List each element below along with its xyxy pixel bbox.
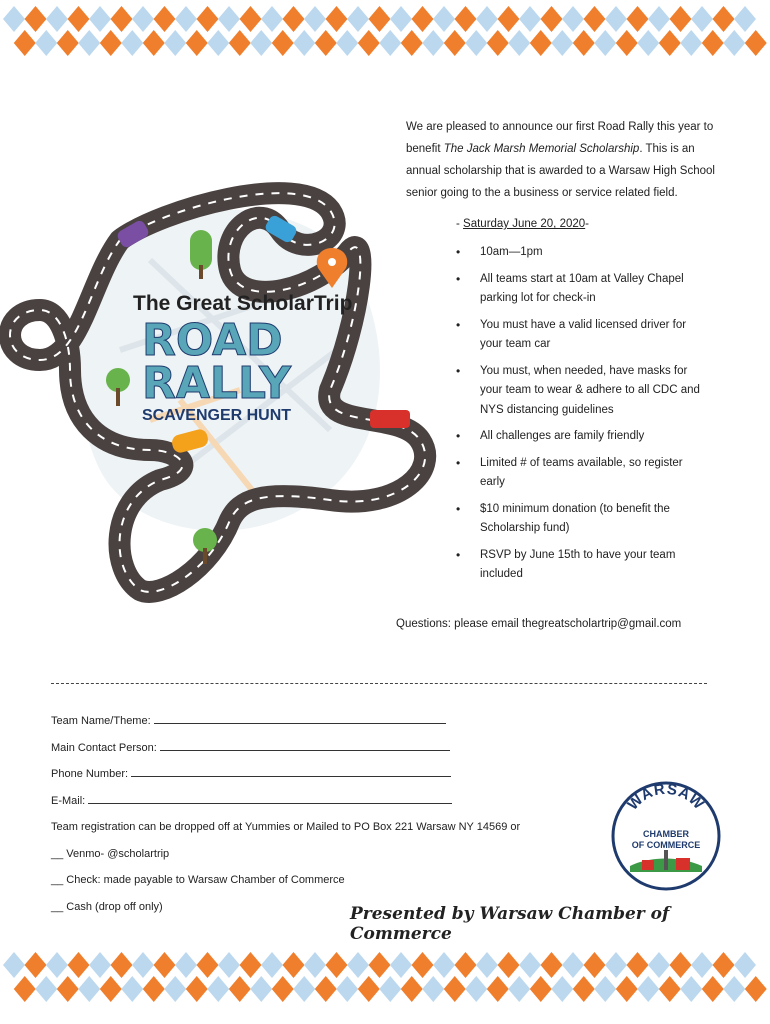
border-diamond [422,30,444,56]
border-diamond [648,952,670,978]
border-diamond [121,976,143,1002]
list-item: • All teams start at 10am at Valley Chapel parking lot for check-in [450,270,700,309]
border-diamond [680,30,702,56]
border-diamond [390,952,412,978]
contact-field[interactable] [51,735,571,762]
rally-road-word: ROAD [142,315,283,366]
border-diamond [186,30,208,56]
border-diamond [444,976,466,1002]
border-diamond [175,6,197,32]
border-diamond [476,952,498,978]
car-icon [370,410,410,428]
border-diamond [25,952,47,978]
border-diamond [304,6,326,32]
border-diamond [46,6,68,32]
border-diamond [519,952,541,978]
border-diamond [390,6,412,32]
rally-rally-word: RALLY [142,358,292,409]
border-diamond [240,6,262,32]
list-item: • Limited # of teams available, so register early [450,454,700,493]
border-diamond [401,30,423,56]
border-diamond [315,30,337,56]
border-diamond [422,976,444,1002]
border-diamond [379,30,401,56]
border-diamond [57,976,79,1002]
border-diamond [455,6,477,32]
list-item: • $10 minimum donation (to benefit the Scholarship fund) [450,500,700,539]
border-diamond [594,976,616,1002]
border-diamond [605,6,627,32]
border-diamond [702,30,724,56]
border-diamond [616,30,638,56]
border-diamond [35,30,57,56]
questions-email: Questions: please email thegreatscholartrip@gmail.com [396,618,682,630]
fill-in-line[interactable] [131,765,451,777]
border-diamond [573,30,595,56]
border-diamond [551,30,573,56]
border-diamond [508,30,530,56]
border-diamond [261,6,283,32]
border-diamond [530,30,552,56]
border-diamond [283,952,305,978]
border-diamond [584,6,606,32]
border-diamond [143,30,165,56]
border-diamond [433,952,455,978]
list-item: • All challenges are family friendly [450,427,700,447]
border-diamond [293,976,315,1002]
phone-field[interactable] [51,761,571,788]
border-diamond [648,6,670,32]
intro-line [406,138,736,160]
border-diamond [164,976,186,1002]
date-text: Saturday June 20, 2020 [463,218,586,230]
border-diamond [229,30,251,56]
event-details-list [450,243,700,592]
border-diamond [584,952,606,978]
border-diamond [218,952,240,978]
border-diamond [369,952,391,978]
border-diamond [444,30,466,56]
border-diamond [111,6,133,32]
list-item: • 10am—1pm [450,243,700,263]
border-diamond [691,952,713,978]
border-diamond [347,952,369,978]
border-diamond [659,976,681,1002]
road-rally-illustration [0,170,450,620]
diamond-border-bottom [0,946,770,1016]
border-diamond [713,952,735,978]
border-diamond [175,952,197,978]
presented-by-footer: Presented by Warsaw Chamber of Commerce [350,904,670,944]
border-diamond [207,976,229,1002]
border-diamond [261,952,283,978]
diamond-border-top [0,0,770,70]
border-diamond [326,952,348,978]
border-diamond [218,6,240,32]
border-diamond [154,6,176,32]
border-diamond [358,30,380,56]
registration-form [51,708,571,920]
border-diamond [627,6,649,32]
border-diamond [465,30,487,56]
border-diamond [476,6,498,32]
border-diamond [530,976,552,1002]
logo-line2: OF COMMERCE [631,840,701,850]
border-diamond [465,976,487,1002]
logo-top-text: WARSAW [624,780,708,814]
intro-text: benefit [406,143,444,155]
border-diamond [3,6,25,32]
border-diamond [14,30,36,56]
border-diamond [57,30,79,56]
logo-line1: CHAMBER [643,829,689,839]
border-diamond [551,976,573,1002]
list-item: • You must have a valid licensed driver for your team car [450,316,700,355]
border-diamond [315,976,337,1002]
border-diamond [78,30,100,56]
border-diamond [562,952,584,978]
border-diamond [723,976,745,1002]
border-diamond [46,952,68,978]
border-diamond [358,976,380,1002]
date-prefix: - [456,218,464,230]
rally-subtitle: SCAVENGER HUNT [142,407,292,424]
border-diamond [487,30,509,56]
border-diamond [336,30,358,56]
team-name-field[interactable] [51,708,571,735]
border-diamond [455,952,477,978]
date-suffix: - [585,218,589,230]
border-diamond [347,6,369,32]
list-item: • You must, when needed, have masks for your team to wear & adhere to all CDC and NYS distancing guidelines [450,362,700,421]
border-diamond [78,976,100,1002]
border-diamond [734,6,756,32]
email-field[interactable] [51,788,571,815]
border-diamond [240,952,262,978]
border-diamond [304,952,326,978]
event-date [456,218,589,230]
border-diamond [272,976,294,1002]
border-diamond [734,952,756,978]
cut-line-divider [51,683,707,684]
border-diamond [508,976,530,1002]
border-diamond [336,976,358,1002]
venmo-option[interactable]: __ Venmo- @scholartrip [51,847,170,860]
border-diamond [616,976,638,1002]
border-diamond [100,30,122,56]
border-diamond [401,976,423,1002]
border-diamond [670,952,692,978]
border-diamond [637,30,659,56]
border-diamond [745,976,767,1002]
border-diamond [68,6,90,32]
border-diamond [627,952,649,978]
border-diamond [68,952,90,978]
border-diamond [541,952,563,978]
border-diamond [670,6,692,32]
dropoff-instructions: Team registration can be dropped off at Yummies or Mailed to PO Box 221 Warsaw NY 14569 or [51,821,521,833]
border-diamond [197,952,219,978]
border-diamond [637,976,659,1002]
border-diamond [541,6,563,32]
border-diamond [691,6,713,32]
border-diamond [713,6,735,32]
border-diamond [154,952,176,978]
border-diamond [519,6,541,32]
border-diamond [14,976,36,1002]
border-diamond [369,6,391,32]
border-diamond [207,30,229,56]
border-diamond [143,976,165,1002]
intro-paragraph [406,116,736,204]
border-diamond [25,6,47,32]
border-diamond [121,30,143,56]
border-diamond [186,976,208,1002]
border-diamond [132,952,154,978]
scholarship-name: The Jack Marsh Memorial Scholarship [443,143,640,155]
border-diamond [283,6,305,32]
warsaw-chamber-logo [610,780,722,892]
list-item: • RSVP by June 15th to have your team included [450,546,700,585]
border-diamond [723,30,745,56]
border-diamond [132,6,154,32]
border-diamond [197,6,219,32]
border-diamond [594,30,616,56]
intro-text: . This is an [639,143,695,155]
border-diamond [326,6,348,32]
border-diamond [111,952,133,978]
border-diamond [487,976,509,1002]
field-label: Phone Number: [51,768,132,780]
border-diamond [702,976,724,1002]
cash-option[interactable]: __ Cash (drop off only) [51,900,163,913]
intro-line: senior going to the a business or service related field. [406,187,678,199]
border-diamond [680,976,702,1002]
fill-in-line[interactable] [160,739,450,751]
border-diamond [573,976,595,1002]
border-diamond [35,976,57,1002]
border-diamond [164,30,186,56]
border-diamond [3,952,25,978]
intro-line: We are pleased to announce our first Road Rally this year to [406,121,714,133]
border-diamond [605,952,627,978]
border-diamond [412,952,434,978]
border-diamond [433,6,455,32]
border-diamond [229,976,251,1002]
border-diamond [89,952,111,978]
field-label: Team Name/Theme: [51,715,154,727]
border-diamond [562,6,584,32]
field-label: E-Mail: [51,794,89,807]
border-diamond [89,6,111,32]
border-diamond [498,6,520,32]
border-diamond [293,30,315,56]
border-diamond [250,30,272,56]
border-diamond [100,976,122,1002]
border-diamond [745,30,767,56]
border-diamond [272,30,294,56]
fill-in-line[interactable] [88,792,452,804]
border-diamond [659,30,681,56]
intro-line: annual scholarship that is awarded to a Warsaw High School [406,165,715,177]
rally-title: The Great ScholarTrip [133,292,353,315]
border-diamond [379,976,401,1002]
check-option[interactable]: __ Check: made payable to Warsaw Chamber of Commerce [51,874,345,886]
border-diamond [250,976,272,1002]
border-diamond [498,952,520,978]
fill-in-line[interactable] [154,712,446,724]
border-diamond [412,6,434,32]
field-label: Main Contact Person: [51,741,160,754]
